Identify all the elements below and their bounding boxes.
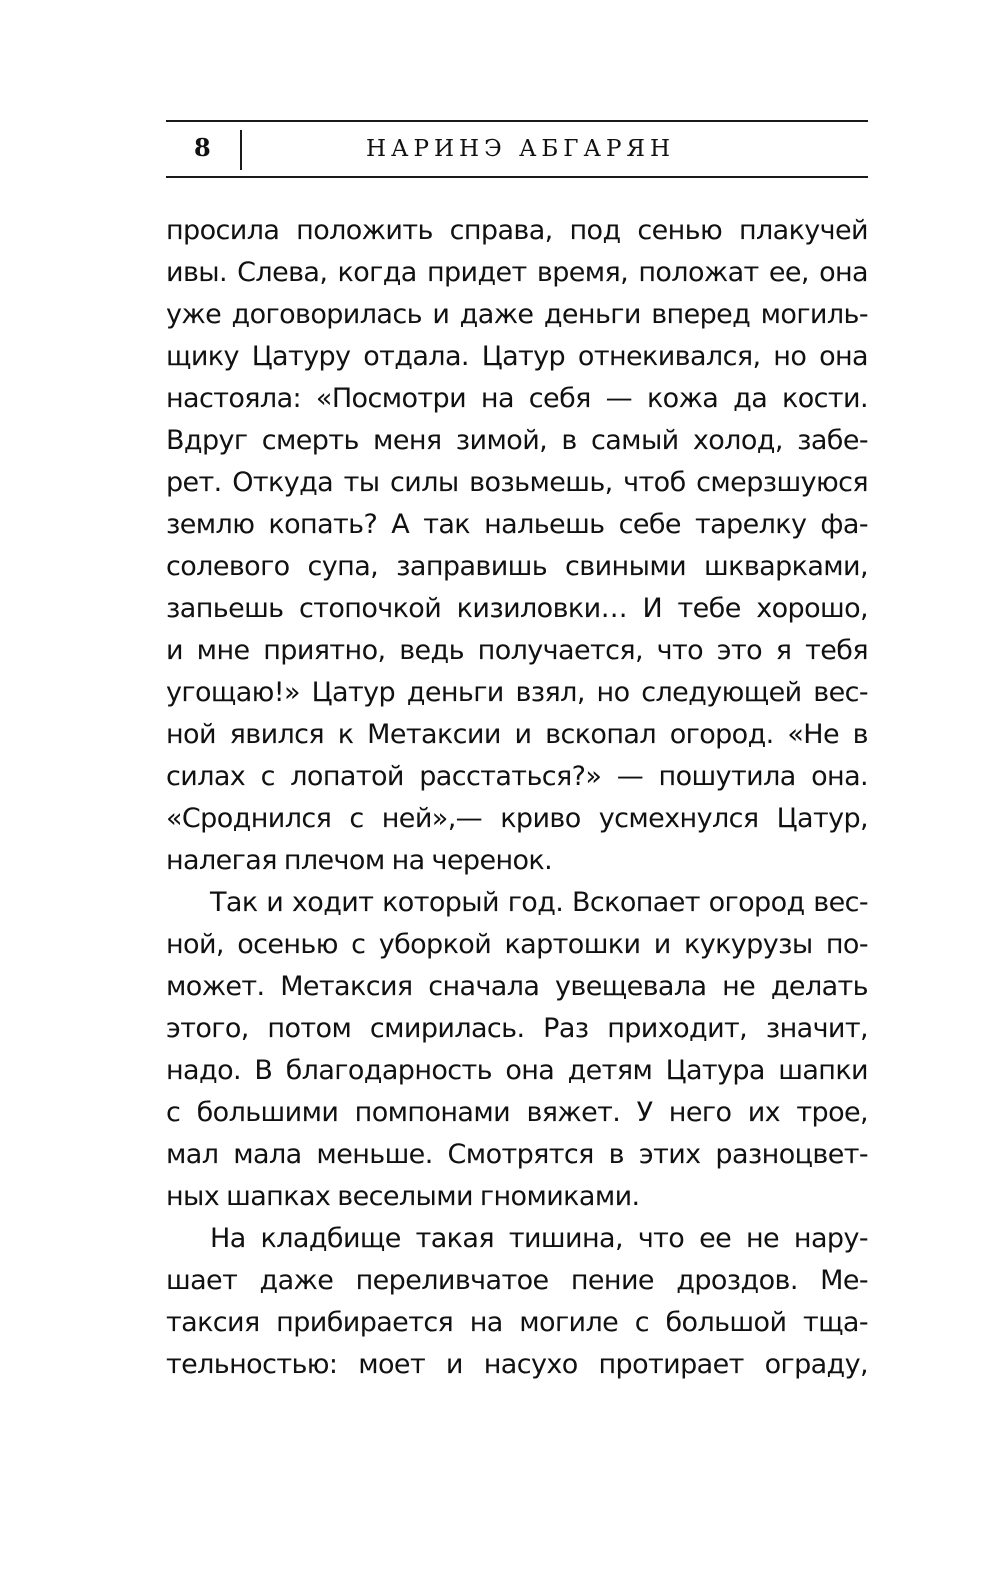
text-line: налегая плечом на черенок. (166, 845, 553, 876)
text-line: На кладбище такая тишина, что ее не нару- (210, 1223, 868, 1254)
text-line: таксия прибирается на могиле с большой тща- (166, 1307, 868, 1338)
text-line: ивы. Слева, когда придет время, положат ее, она (166, 257, 868, 288)
text-line: этого, потом смирилась. Раз приходит, значит, (166, 1013, 868, 1044)
text-line: «Сроднился с ней»,— криво усмехнулся Цатур, (166, 803, 868, 834)
text-line: уже договорилась и даже деньги вперед могиль- (166, 299, 868, 330)
paragraph (166, 210, 868, 882)
text-line: и мне приятно, ведь получается, что это я тебя (166, 635, 868, 666)
text-line: ных шапках веселыми гномиками. (166, 1181, 640, 1212)
text-line: силах с лопатой расстаться?» — пошутила она. (166, 761, 868, 792)
text-line: с большими помпонами вяжет. У него их трое, (166, 1097, 868, 1128)
text-line: надо. В благодарность она детям Цатура шапки (166, 1055, 868, 1086)
text-line: щику Цатуру отдала. Цатур отнекивался, но она (166, 341, 868, 372)
text-line: может. Метаксия сначала увещевала не делать (166, 971, 868, 1002)
text-line: рет. Откуда ты силы возьмешь, чтоб смерзшуюся (166, 467, 868, 498)
text-line: ной, осенью с уборкой картошки и кукурузы по- (166, 929, 868, 960)
header-divider (240, 130, 242, 170)
text-line: Так и ходит который год. Вскопает огород вес- (210, 887, 868, 918)
page-number: 8 (194, 133, 211, 162)
author-name: НАРИНЭ АБГАРЯН (366, 136, 676, 162)
text-line: запьешь стопочкой кизиловки… И тебе хорошо, (166, 593, 868, 624)
text-line: шает даже переливчатое пение дроздов. Ме- (166, 1265, 868, 1296)
text-line: Вдруг смерть меня зимой, в самый холод, забе- (166, 425, 868, 456)
text-line: угощаю!» Цатур деньги взял, но следующей вес- (166, 677, 868, 708)
text-line: ной явился к Метаксии и вскопал огород. «Не в (166, 719, 868, 750)
text-line: просила положить справа, под сенью плакучей (166, 215, 868, 246)
body-text (166, 210, 868, 1386)
running-header (166, 120, 868, 178)
text-line: тельностью: моет и насухо протирает ограду, (166, 1349, 868, 1380)
text-line: настояла: «Посмотри на себя — кожа да кости. (166, 383, 868, 414)
text-line: мал мала меньше. Смотрятся в этих разноцвет- (166, 1139, 868, 1170)
paragraph (166, 1218, 868, 1386)
paragraph (166, 882, 868, 1218)
text-line: землю копать? А так нальешь себе тарелку фа- (166, 509, 868, 540)
text-line: солевого супа, заправишь свиными шкварками, (166, 551, 868, 582)
